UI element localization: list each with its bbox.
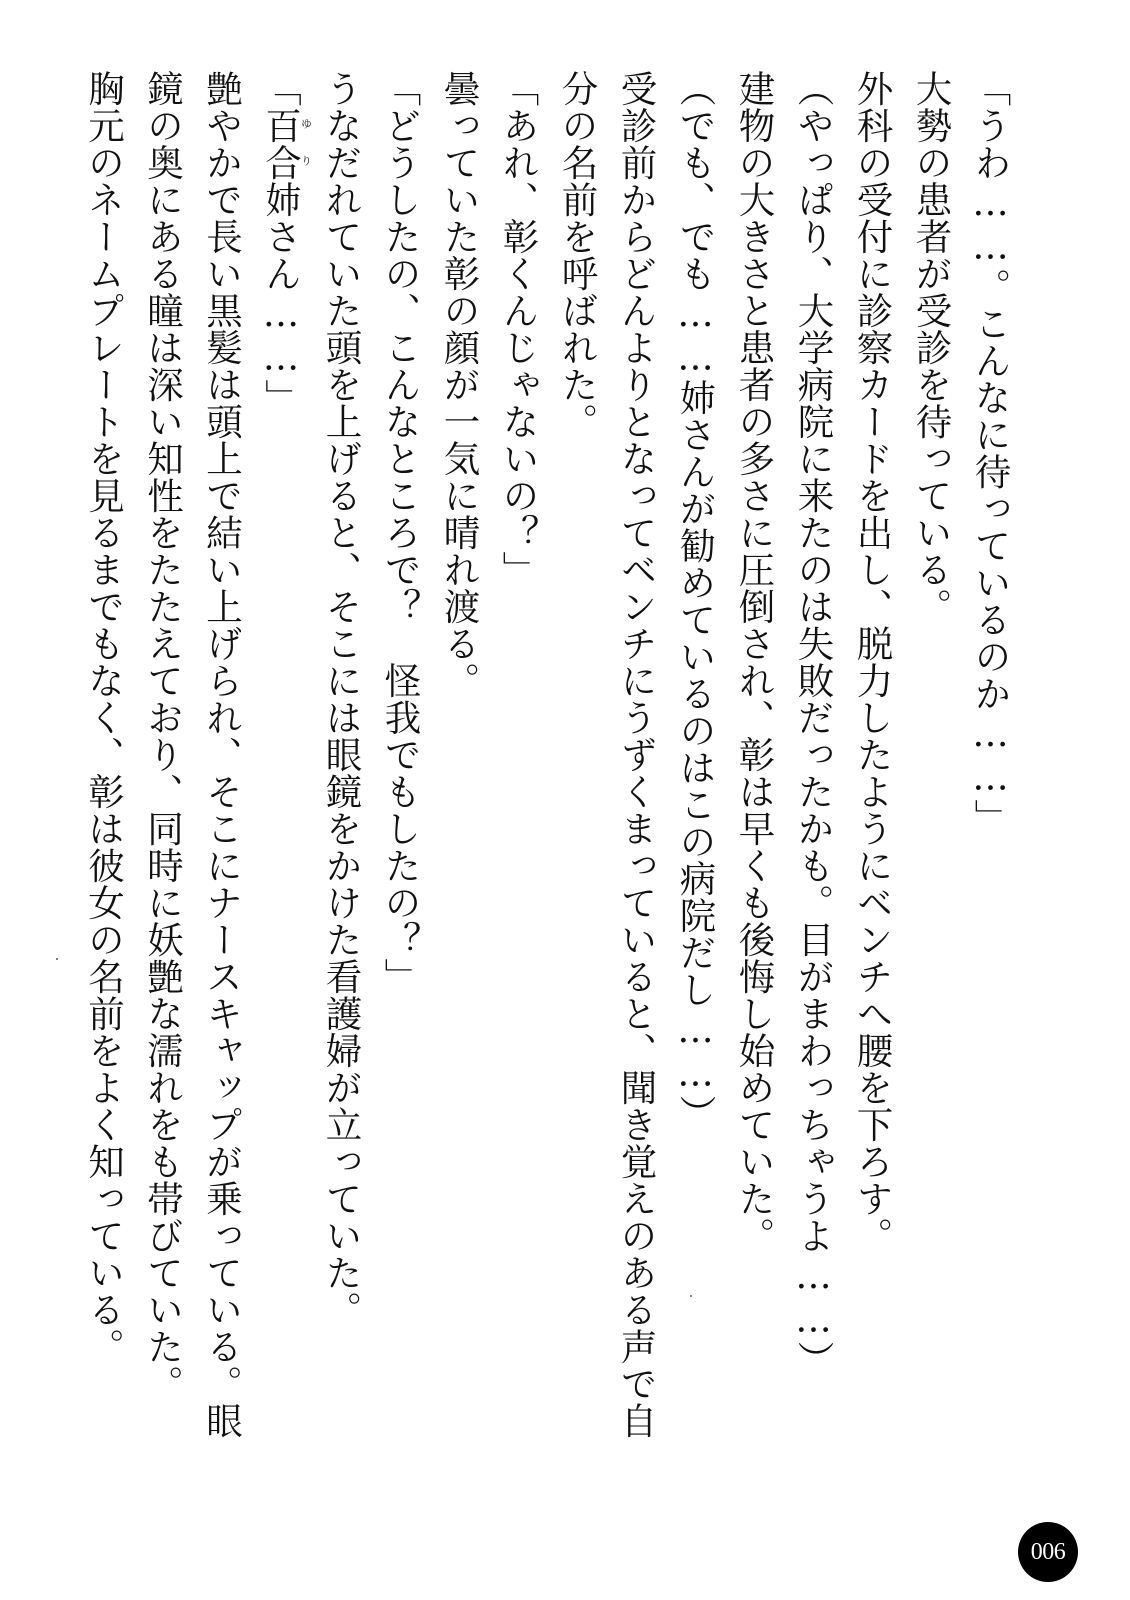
text-line: 「あれ、彰くんじゃないの？」 (497, 70, 540, 588)
page-number-badge: 006 (1018, 1522, 1078, 1582)
text-line: 「うわ……。こんなに待っているのか……」 (969, 70, 1012, 836)
text-line: 建物の大きさと患者の多さに圧倒され、彰は早くも後悔し始めていた。 (733, 70, 776, 1254)
text-line: 受診前からどんよりとなってベンチにうずくまっていると、聞き覚えのある声で自 (615, 70, 658, 1439)
ruby-line-suffix: 姉さん……」 (259, 181, 303, 416)
text-line: （やっぱり、大学病院に来たのは失敗だったかも。目がまわっちゃうよ……） (792, 70, 835, 1378)
scan-speck (56, 958, 58, 960)
ruby-name (259, 107, 313, 181)
ruby-line-prefix: 「 (259, 70, 303, 107)
ruby-base: 百合 (259, 107, 303, 181)
vertical-text-body (75, 70, 1021, 1540)
text-line: 胸元のネームプレートを見るまでもなく、彰は彼女の名前をよく知っている。 (82, 70, 126, 1365)
text-line: （でも、でも……姉さんが勧めているのはこの病院だし……） (674, 70, 717, 1132)
text-line: うなだれていた頭を上げると、そこには眼鏡をかけた看護婦が立っていた。 (320, 70, 363, 1328)
text-line: 大勢の患者が受診を待っている。 (910, 70, 953, 625)
text-line: 鏡の奥にある瞳は深い知性をたたえており、同時に妖艶な濡れをも帯びていた。 (141, 70, 185, 1402)
ruby-reading: ゆり (299, 107, 313, 181)
text-line: 「どうしたの、こんなところで？ 怪我でもしたの？」 (379, 70, 422, 995)
scan-speck (690, 1295, 692, 1297)
text-line: 曇っていた彰の顔が一気に晴れ渡る。 (438, 70, 481, 699)
text-line: 艶やかで長い黒髪は頭上で結い上げられ、そこにナースキャップが乗っている。眼 (200, 70, 244, 1439)
text-line: 分の名前を呼ばれた。 (556, 70, 599, 440)
text-line: 外科の受付に診察カードを出し、脱力したようにベンチへ腰を下ろす。 (851, 70, 894, 1254)
text-line-with-ruby (252, 70, 313, 1540)
